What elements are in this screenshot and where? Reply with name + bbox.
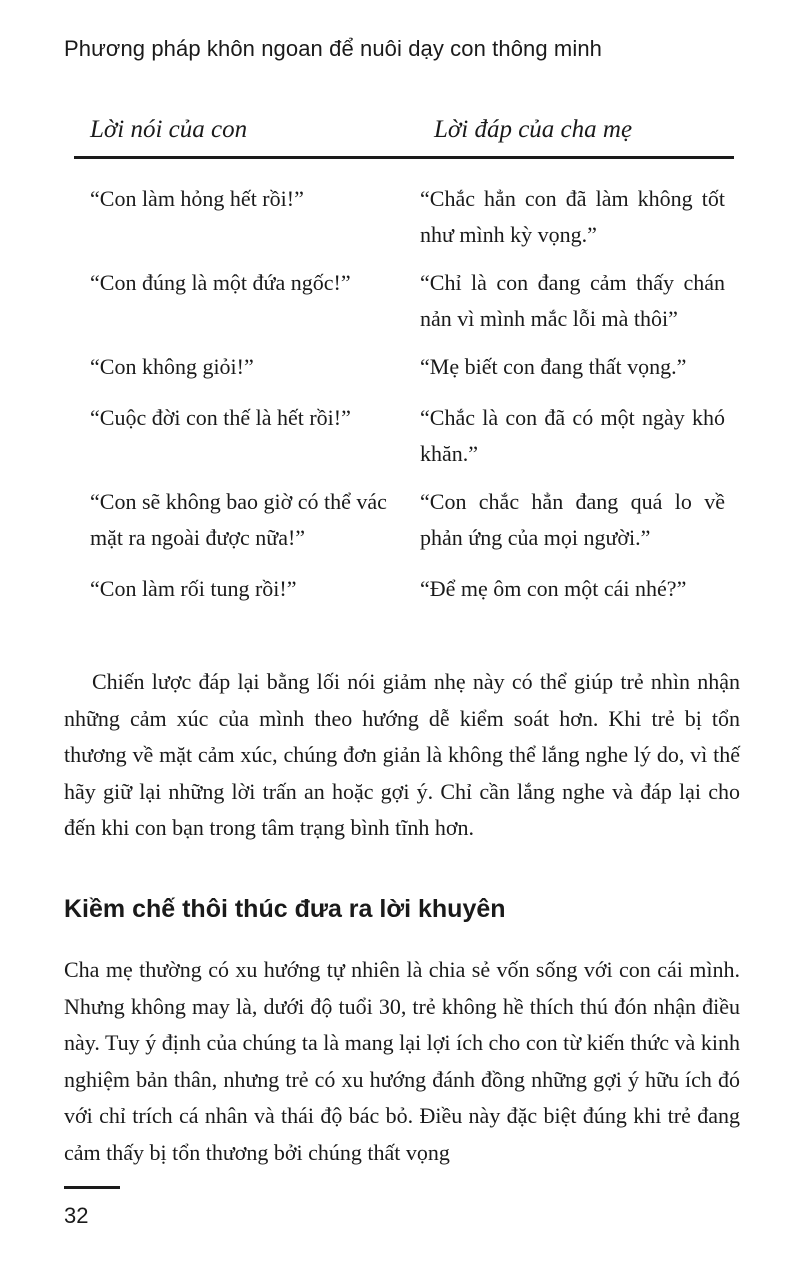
parent-reply: “Con chắc hẳn đang quá lo về phản ứng của mọi người.” xyxy=(420,489,725,550)
paragraph-advice: Cha mẹ thường có xu hướng tự nhiên là chia sẻ vốn sống với con cái mình. Nhưng không may là, dưới độ tuổi 30, trẻ không hề thích thú đón nhận điều này. Tuy ý định của chúng ta là mang lại lợi ích cho con từ kiến thức và kinh nghiệm bản thân, nhưng trẻ có xu hướng đánh đồng những gợi ý hữu ích đó với chỉ trích cá nhân và thái độ bác bỏ. Điều này đặc biệt đúng khi trẻ đang cảm thấy bị tổn thương bởi chúng thất vọng xyxy=(64,957,740,1165)
parent-reply: “Chỉ là con đang cảm thấy chán nản vì mình mắc lỗi mà thôi” xyxy=(420,270,725,331)
table-header xyxy=(74,112,734,159)
section-heading: Kiềm chế thôi thúc đưa ra lời khuyên xyxy=(64,895,506,923)
child-statement: “Con sẽ không bao giờ có thể vác mặt ra ngoài được nữa!” xyxy=(90,489,387,550)
parent-reply: “Chắc là con đã có một ngày khó khăn.” xyxy=(420,405,725,466)
paragraph-strategy: Chiến lược đáp lại bằng lối nói giảm nhẹ này có thể giúp trẻ nhìn nhận những cảm xúc của mình theo hướng dễ kiểm soát hơn. Khi trẻ bị tổn thương về mặt cảm xúc, chúng đơn giản là không thể lắng nghe lý do, vì thế hãy giữ lại những lời trấn an hoặc gợi ý. Chỉ cần lắng nghe và đáp lại cho đến khi con bạn trong tâm trạng bình tĩnh hơn. xyxy=(64,669,740,840)
child-statement: “Con làm rối tung rồi!” xyxy=(90,576,297,601)
parent-reply: “Chắc hẳn con đã làm không tốt như mình kỳ vọng.” xyxy=(420,186,725,247)
running-header: Phương pháp khôn ngoan để nuôi dạy con thông minh xyxy=(64,36,603,61)
child-statement: “Cuộc đời con thế là hết rồi!” xyxy=(90,405,351,430)
child-statement: “Con đúng là một đứa ngốc!” xyxy=(90,270,351,295)
footer-rule xyxy=(64,1186,120,1189)
column-header-parent: Lời đáp của cha mẹ xyxy=(434,116,633,143)
child-statement: “Con không giỏi!” xyxy=(90,354,254,379)
parent-reply: “Để mẹ ôm con một cái nhé?” xyxy=(420,576,687,601)
column-header-child: Lời nói của con xyxy=(90,116,248,143)
parent-reply: “Mẹ biết con đang thất vọng.” xyxy=(420,354,687,379)
child-statement: “Con làm hỏng hết rồi!” xyxy=(90,186,304,211)
page-number: 32 xyxy=(64,1203,89,1228)
